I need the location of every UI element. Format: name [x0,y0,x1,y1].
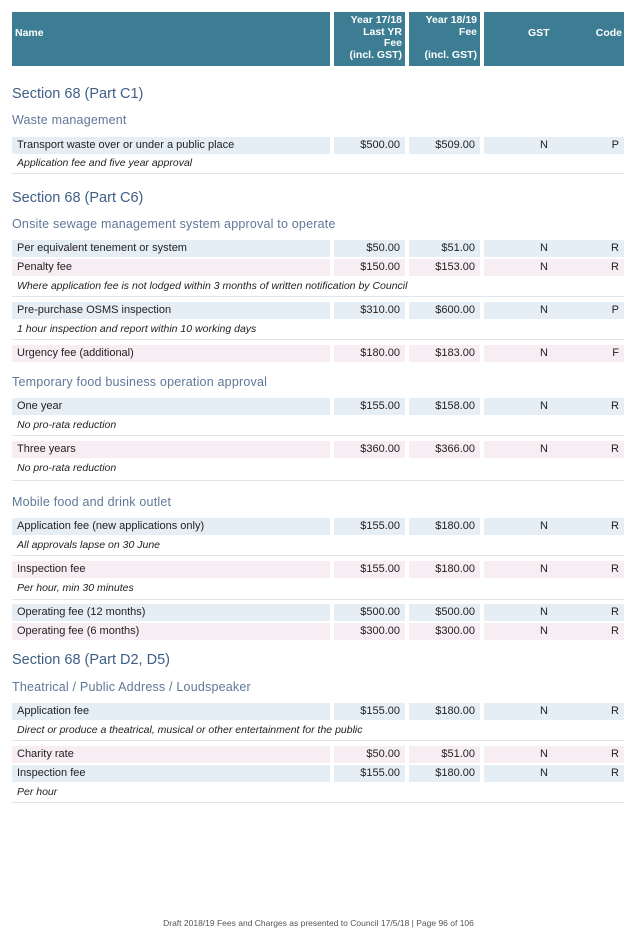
row-note: No pro-rata reduction [17,419,117,431]
divider [12,740,624,741]
table-row: Per equivalent tenement or system $50.00 $51.00 N R [12,240,624,257]
divider [12,173,624,174]
table-row: Transport waste over or under a public place $500.00 $509.00 N P [12,137,624,154]
divider [12,599,624,600]
section-title: Section 68 (Part C1) [12,86,144,102]
divider [12,339,624,340]
divider [12,296,624,297]
subsection-title: Temporary food business operation approval [12,375,268,389]
subsection-title: Mobile food and drink outlet [12,495,172,509]
column-header-gst-code [484,12,624,66]
row-note: 1 hour inspection and report within 10 working days [17,323,257,335]
table-row: Pre-purchase OSMS inspection $310.00 $600.00 N P [12,302,624,319]
subsection-title: Waste management [12,113,127,127]
row-note: Application fee and five year approval [17,157,193,169]
row-note: No pro-rata reduction [17,462,117,474]
page-footer: Draft 2018/19 Fees and Charges as presented to Council 17/5/18 | Page 96 of 106 [163,918,474,928]
table-row: Operating fee (12 months) $500.00 $500.00 N R [12,604,624,621]
subsection-title: Theatrical / Public Address / Loudspeaker [12,680,251,694]
row-note: Direct or produce a theatrical, musical or other entertainment for the public [17,724,363,736]
subsection-title: Onsite sewage management system approval to operate [12,217,336,231]
table-row: Application fee (new applications only) $155.00 $180.00 N R [12,518,624,535]
section-title: Section 68 (Part C6) [12,190,144,206]
table-row: Charity rate $50.00 $51.00 N R [12,746,624,763]
row-note: Where application fee is not lodged within 3 months of written notification by Council [17,280,408,292]
divider [12,555,624,556]
column-header-gst: GST [528,27,550,39]
table-row: Inspection fee $155.00 $180.00 N R [12,765,624,782]
section-title: Section 68 (Part D2, D5) [12,652,170,668]
column-header-fee-17-18: Year 17/18 Last YR Fee (incl. GST) [334,12,405,66]
row-note: Per hour [17,786,58,798]
column-header-name: Name [12,12,330,66]
row-note: Per hour, min 30 minutes [17,582,134,594]
column-header-fee-18-19: Year 18/19 Fee (incl. GST) [409,12,480,66]
column-header-code: Code [595,27,622,39]
table-row: One year $155.00 $158.00 N R [12,398,624,415]
table-header [12,12,624,66]
table-row: Operating fee (6 months) $300.00 $300.00 N R [12,623,624,640]
table-row: Penalty fee $150.00 $153.00 N R [12,259,624,276]
divider [12,480,624,481]
divider [12,435,624,436]
divider [12,802,624,803]
table-row: Three years $360.00 $366.00 N R [12,441,624,458]
table-row: Urgency fee (additional) $180.00 $183.00 N F [12,345,624,362]
row-note: All approvals lapse on 30 June [17,539,161,551]
table-row: Application fee $155.00 $180.00 N R [12,703,624,720]
table-row: Inspection fee $155.00 $180.00 N R [12,561,624,578]
